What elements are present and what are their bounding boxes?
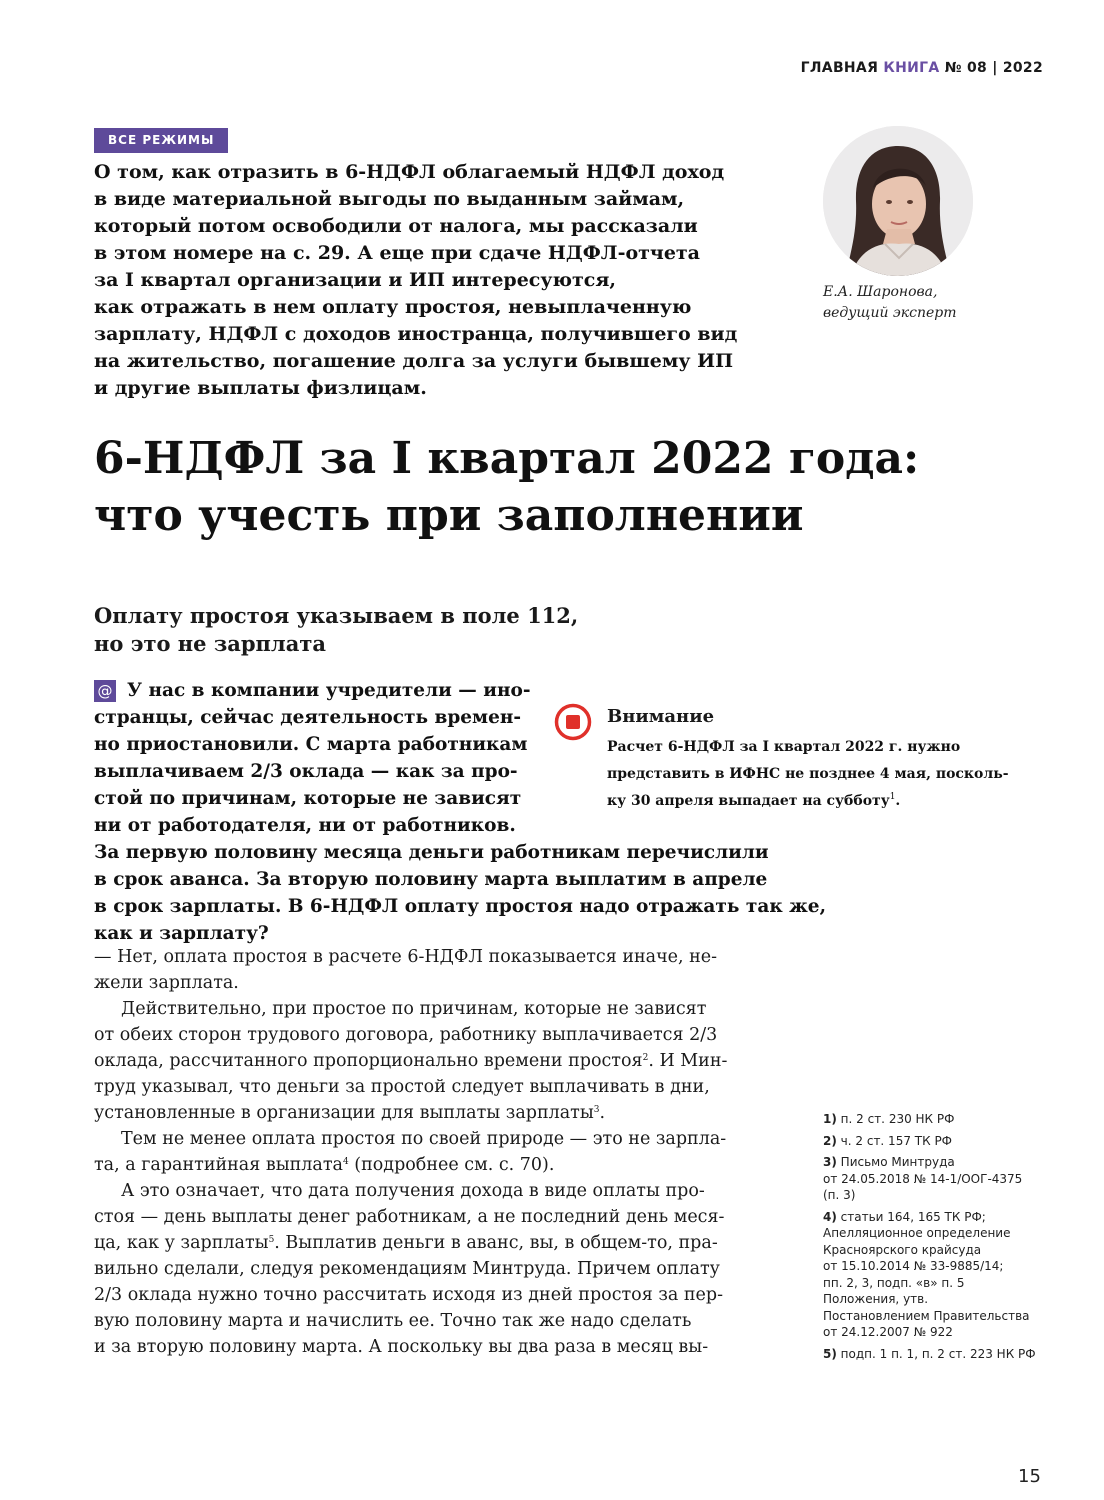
question-line: стой по причинам, которые не зависят [94,788,522,809]
footnote-ref: 4 [342,1157,349,1167]
question-line: ни от работодателя, ни от работников. [94,815,516,836]
footnote-text: ч. 2 ст. 157 ТК РФ [840,1133,953,1148]
author-portrait-illustration [823,126,973,276]
author-caption [823,282,957,324]
footnote-number: 5) [823,1346,837,1361]
title-line: 6-НДФЛ за I квартал 2022 года: [94,433,920,484]
body-line: А это означает, что дата получения дохода в виде оплаты про- [121,1181,705,1201]
body-text: . [599,1103,606,1123]
body-line [94,1230,727,1256]
subhead-line: Оплату простоя указываем в поле 112, [94,603,579,628]
attention-title: Внимание [607,706,715,727]
body-line: Тем не менее оплата простоя по своей природе — это не зарпла- [121,1129,727,1149]
footnote-text: пп. 2, 3, подп. «в» п. 5 [823,1275,965,1290]
attention-stop-icon [554,703,592,741]
footnote-5 [823,1346,1063,1363]
author-role: ведущий эксперт [823,305,957,321]
masthead [801,60,1043,76]
footnote-text: Постановлением Правительства [823,1308,1030,1323]
footnote-number: 2) [823,1133,837,1148]
question-at-icon: @ [94,680,116,702]
footnotes [823,1111,1063,1367]
footnote-text: от 15.10.2014 № 33-9885/14; [823,1259,1004,1273]
author-photo [823,126,973,276]
footnote-text: Красноярского крайсуда [823,1242,982,1257]
section-subhead [94,602,578,658]
article-body [94,944,727,1360]
body-line: и за вторую половину марта. А поскольку вы два раза в месяц вы- [94,1337,709,1357]
footnote-text: п. 2 ст. 230 НК РФ [840,1112,955,1126]
lead-line: зарплату, НДФЛ с доходов иностранца, получившего вид [94,323,738,345]
lead-line: как отражать в нем оплату простоя, невыплаченную [94,296,692,318]
body-line: вильно сделали, следуя рекомендациям Минтруда. Причем оплату [94,1259,720,1279]
body-text: . И Мин- [648,1051,728,1071]
footnote-line [823,1346,1063,1363]
question-line: странцы, сейчас деятельность времен- [94,707,522,728]
footnote-line [823,1209,1063,1226]
body-text: ца, как у зарплаты [94,1233,269,1253]
body-line [94,1100,727,1126]
question-line: в срок зарплаты. В 6-НДФЛ оплату простоя надо отражать так же, [94,896,827,917]
attention-line: Расчет 6-НДФЛ за I квартал 2022 г. нужно [607,739,961,755]
body-line [94,1048,727,1074]
footnote-text: (п. 3) [823,1188,856,1202]
footnote-line [823,1154,1063,1171]
question-line: как и зарплату? [94,923,269,944]
lead-line: который потом освободили от налога, мы рассказали [94,215,698,237]
footnote-text: Положения, утв. [823,1292,929,1306]
regime-badge: ВСЕ РЕЖИМЫ [94,128,228,153]
lead-line: и другие выплаты физлицам. [94,377,427,399]
attention-text [607,734,1009,815]
question-line: У нас в компании учредители — ино- [127,680,531,701]
issue-number: № 08 | 2022 [944,60,1043,76]
footnote-ref: 1 [889,792,896,802]
body-line: — Нет, оплата простоя в расчете 6-НДФЛ показывается иначе, не- [94,947,718,967]
attention-line-text: ку 30 апреля выпадает на субботу [607,793,890,809]
lead-line: в виде материальной выгоды по выданным займам, [94,188,685,210]
footnote-ref: 3 [593,1105,600,1115]
title-line: что учесть при заполнении [94,490,804,541]
lead-line: О том, как отразить в 6-НДФЛ облагаемый НДФЛ доход [94,161,725,183]
article-title [94,430,919,544]
attention-line-end: . [895,793,901,809]
body-line: жели зарплата. [94,973,239,993]
footnote-4 [823,1209,1063,1341]
author-block [823,126,973,321]
attention-line [607,788,1009,815]
body-line: труд указывал, что деньги за простой следует выплачивать в дни, [94,1077,710,1097]
lead-line: в этом номере на с. 29. А еще при сдаче НДФЛ-отчета [94,242,700,264]
magazine-name-accent: КНИГА [883,60,940,76]
body-text: оклада, рассчитанного пропорционально времени простоя [94,1051,643,1071]
author-name: Е.А. Шаронова, [823,284,938,300]
attention-line: представить в ИФНС не позднее 4 мая, посколь- [607,766,1009,782]
question-line: выплачиваем 2/3 оклада — как за про- [94,761,518,782]
body-line: вую половину марта и начислить ее. Точно так же надо сделать [94,1311,692,1331]
subhead-line: но это не зарплата [94,631,326,656]
footnote-3 [823,1154,1063,1204]
question-line: За первую половину месяца деньги работникам перечислили [94,842,769,863]
footnote-line [823,1111,1063,1128]
question-line: в срок аванса. За вторую половину марта выплатим в апреле [94,869,768,890]
footnote-text: от 24.05.2018 № 14-1/ООГ-4375 [823,1171,1023,1186]
body-text: . Выплатив деньги в аванс, вы, в общем-то, пра- [274,1233,718,1253]
footnote-number: 1) [823,1112,837,1126]
magazine-name: ГЛАВНАЯ [800,60,879,76]
footnote-line [823,1133,1063,1150]
body-text: (подробнее см. с. 70). [348,1155,555,1175]
body-line: 2/3 оклада нужно точно рассчитать исходя из дней простоя за пер- [94,1285,723,1305]
lead-line: на жительство, погашение долга за услуги бывшему ИП [94,350,734,372]
body-line: от обеих сторон трудового договора, работнику выплачивается 2/3 [94,1025,718,1045]
page-number: 15 [1018,1466,1041,1487]
footnote-text: подп. 1 п. 1, п. 2 ст. 223 НК РФ [840,1346,1036,1361]
body-text: та, а гарантийная выплата [94,1155,343,1175]
footnote-text: Письмо Минтруда [840,1155,955,1169]
footnote-number: 3) [823,1155,837,1169]
body-line: стоя — день выплаты денег работникам, а не последний день меся- [94,1207,725,1227]
footnote-text: статьи 164, 165 ТК РФ; [840,1209,986,1224]
footnote-text: от 24.12.2007 № 922 [823,1325,953,1339]
body-line [94,1152,727,1178]
footnote-2 [823,1133,1063,1150]
footnote-ref: 2 [642,1053,649,1063]
body-text: установленные в организации для выплаты зарплаты [94,1103,594,1123]
footnote-1 [823,1111,1063,1128]
lead-line: за I квартал организации и ИП интересуются, [94,269,617,291]
footnote-number: 4) [823,1209,837,1224]
footnote-ref: 5 [268,1235,275,1245]
question-line: но приостановили. С марта работникам [94,734,528,755]
lead-paragraph [94,159,774,402]
footnote-text: Апелляционное определение [823,1226,1011,1240]
body-line: Действительно, при простое по причинам, которые не зависят [121,999,707,1019]
